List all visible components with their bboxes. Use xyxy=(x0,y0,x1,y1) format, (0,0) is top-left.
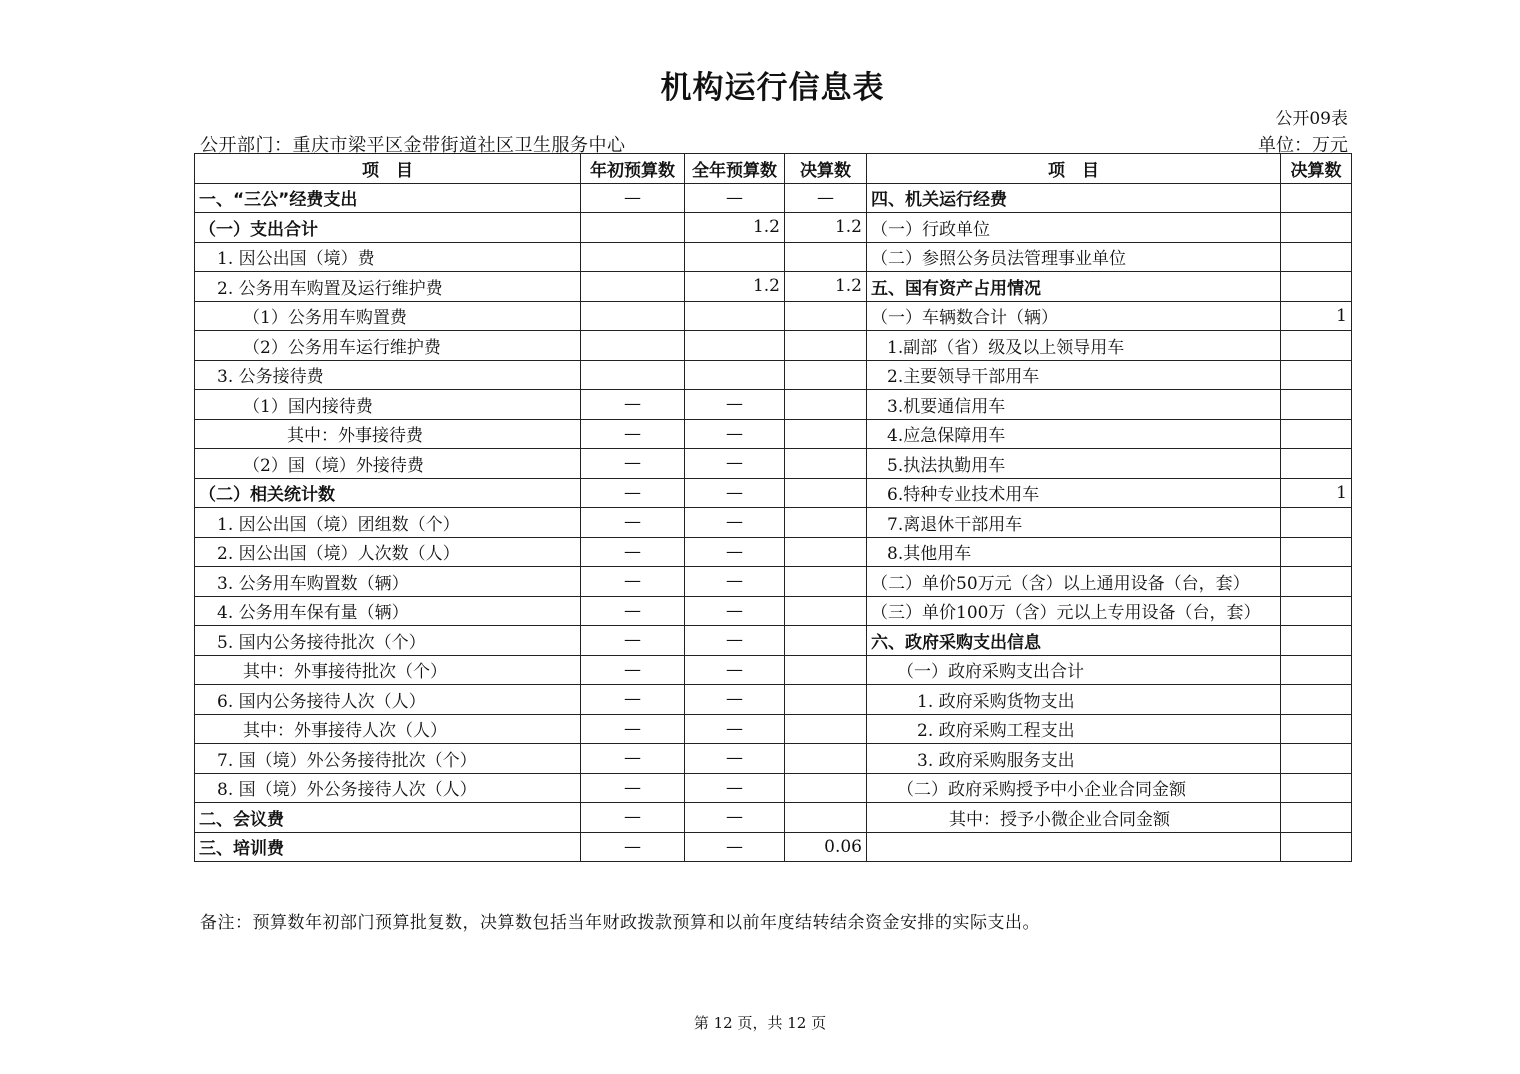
row-full-year-budget: 1.2 xyxy=(685,272,785,302)
row-item-left: （二）相关统计数 xyxy=(195,478,581,508)
row-initial-budget: — xyxy=(581,626,685,656)
row-item-right: 1. 政府采购货物支出 xyxy=(867,685,1281,715)
table-header-row xyxy=(195,154,1352,184)
row-final-right xyxy=(1281,626,1352,656)
row-full-year-budget: — xyxy=(685,449,785,479)
row-item-left: 1. 因公出国（境）费 xyxy=(195,242,581,272)
row-full-year-budget xyxy=(685,360,785,390)
row-full-year-budget xyxy=(685,242,785,272)
table-row xyxy=(195,626,1352,656)
row-initial-budget: — xyxy=(581,478,685,508)
row-item-left: 其中：外事接待费 xyxy=(195,419,581,449)
row-item-right: 8.其他用车 xyxy=(867,537,1281,567)
row-final xyxy=(785,331,867,361)
row-item-right: 五、国有资产占用情况 xyxy=(867,272,1281,302)
table-row xyxy=(195,272,1352,302)
row-full-year-budget: 1.2 xyxy=(685,213,785,243)
header-item-right: 项 目 xyxy=(867,154,1281,184)
row-item-right: 其中：授予小微企业合同金额 xyxy=(867,803,1281,833)
row-item-right: （一）政府采购支出合计 xyxy=(867,655,1281,685)
note: 备注：预算数年初部门预算批复数，决算数包括当年财政拨款预算和以前年度结转结余资金安排的实际支出。 xyxy=(200,913,1040,933)
row-initial-budget xyxy=(581,360,685,390)
table-row xyxy=(195,744,1352,774)
row-item-left: 三、培训费 xyxy=(195,832,581,862)
row-initial-budget xyxy=(581,213,685,243)
row-final-right xyxy=(1281,714,1352,744)
row-final xyxy=(785,301,867,331)
row-full-year-budget: — xyxy=(685,478,785,508)
row-final-right xyxy=(1281,803,1352,833)
row-final-right xyxy=(1281,537,1352,567)
table-row xyxy=(195,242,1352,272)
header-final: 决算数 xyxy=(785,154,867,184)
row-initial-budget: — xyxy=(581,449,685,479)
row-final-right xyxy=(1281,567,1352,597)
row-item-left: 3. 公务用车购置数（辆） xyxy=(195,567,581,597)
row-final-right xyxy=(1281,508,1352,538)
row-item-left: 3. 公务接待费 xyxy=(195,360,581,390)
row-full-year-budget: — xyxy=(685,744,785,774)
row-full-year-budget: — xyxy=(685,773,785,803)
row-item-right: 六、政府采购支出信息 xyxy=(867,626,1281,656)
row-item-right: 2. 政府采购工程支出 xyxy=(867,714,1281,744)
row-item-left: （2）国（境）外接待费 xyxy=(195,449,581,479)
row-initial-budget xyxy=(581,301,685,331)
row-final-right xyxy=(1281,242,1352,272)
row-final: 1.2 xyxy=(785,213,867,243)
info-table xyxy=(194,153,1352,862)
table-row xyxy=(195,567,1352,597)
row-initial-budget: — xyxy=(581,655,685,685)
row-item-left: （1）公务用车购置费 xyxy=(195,301,581,331)
row-item-right: 4.应急保障用车 xyxy=(867,419,1281,449)
row-full-year-budget: — xyxy=(685,685,785,715)
row-final-right xyxy=(1281,832,1352,862)
row-initial-budget xyxy=(581,331,685,361)
table-row xyxy=(195,714,1352,744)
row-item-left: （1）国内接待费 xyxy=(195,390,581,420)
row-item-right xyxy=(867,832,1281,862)
table-row xyxy=(195,773,1352,803)
row-final-right: 1 xyxy=(1281,478,1352,508)
row-item-right: 2.主要领导干部用车 xyxy=(867,360,1281,390)
row-initial-budget: — xyxy=(581,567,685,597)
header-full-year-budget: 全年预算数 xyxy=(685,154,785,184)
row-full-year-budget xyxy=(685,331,785,361)
row-final-right xyxy=(1281,419,1352,449)
table-row xyxy=(195,508,1352,538)
row-full-year-budget: — xyxy=(685,803,785,833)
row-initial-budget: — xyxy=(581,508,685,538)
row-final: 1.2 xyxy=(785,272,867,302)
row-full-year-budget: — xyxy=(685,567,785,597)
table-row xyxy=(195,832,1352,862)
row-final xyxy=(785,478,867,508)
row-final xyxy=(785,773,867,803)
row-item-left: 7. 国（境）外公务接待批次（个） xyxy=(195,744,581,774)
row-full-year-budget: — xyxy=(685,183,785,213)
row-final-right xyxy=(1281,213,1352,243)
row-full-year-budget: — xyxy=(685,419,785,449)
row-full-year-budget: — xyxy=(685,508,785,538)
row-final xyxy=(785,655,867,685)
row-item-left: 2. 因公出国（境）人次数（人） xyxy=(195,537,581,567)
row-final xyxy=(785,390,867,420)
row-item-left: 二、会议费 xyxy=(195,803,581,833)
row-final-right xyxy=(1281,183,1352,213)
row-item-right: （二）政府采购授予中小企业合同金额 xyxy=(867,773,1281,803)
row-item-left: 一、“三公”经费支出 xyxy=(195,183,581,213)
row-initial-budget xyxy=(581,242,685,272)
table-row xyxy=(195,301,1352,331)
row-final xyxy=(785,803,867,833)
row-item-left: （2）公务用车运行维护费 xyxy=(195,331,581,361)
table-row xyxy=(195,360,1352,390)
header-initial-budget: 年初预算数 xyxy=(581,154,685,184)
page-title: 机构运行信息表 xyxy=(660,70,885,106)
row-item-right: 6.特种专业技术用车 xyxy=(867,478,1281,508)
row-item-right: （一）行政单位 xyxy=(867,213,1281,243)
row-item-right: （三）单价100万（含）元以上专用设备（台，套） xyxy=(867,596,1281,626)
row-final xyxy=(785,537,867,567)
row-initial-budget: — xyxy=(581,685,685,715)
row-final-right xyxy=(1281,331,1352,361)
row-full-year-budget: — xyxy=(685,537,785,567)
row-item-left: （一）支出合计 xyxy=(195,213,581,243)
table-row xyxy=(195,655,1352,685)
row-full-year-budget: — xyxy=(685,390,785,420)
row-final xyxy=(785,714,867,744)
row-final-right xyxy=(1281,744,1352,774)
row-full-year-budget: — xyxy=(685,714,785,744)
row-item-left: 4. 公务用车保有量（辆） xyxy=(195,596,581,626)
header-final-right: 决算数 xyxy=(1281,154,1352,184)
table-row xyxy=(195,803,1352,833)
table-row xyxy=(195,685,1352,715)
row-item-left: 2. 公务用车购置及运行维护费 xyxy=(195,272,581,302)
unit-label: 单位：万元 xyxy=(1258,135,1348,156)
row-item-left: 8. 国（境）外公务接待人次（人） xyxy=(195,773,581,803)
row-full-year-budget xyxy=(685,301,785,331)
row-initial-budget: — xyxy=(581,537,685,567)
row-item-right: 3. 政府采购服务支出 xyxy=(867,744,1281,774)
row-full-year-budget: — xyxy=(685,655,785,685)
row-final-right xyxy=(1281,596,1352,626)
table-row xyxy=(195,390,1352,420)
row-full-year-budget: — xyxy=(685,626,785,656)
row-final-right xyxy=(1281,449,1352,479)
row-initial-budget: — xyxy=(581,596,685,626)
row-item-left: 其中：外事接待人次（人） xyxy=(195,714,581,744)
row-final xyxy=(785,596,867,626)
row-final xyxy=(785,242,867,272)
row-final xyxy=(785,685,867,715)
table-row xyxy=(195,183,1352,213)
row-item-right: 7.离退休干部用车 xyxy=(867,508,1281,538)
row-initial-budget xyxy=(581,272,685,302)
row-final xyxy=(785,744,867,774)
row-final xyxy=(785,360,867,390)
row-item-right: 1.副部（省）级及以上领导用车 xyxy=(867,331,1281,361)
row-item-left: 其中：外事接待批次（个） xyxy=(195,655,581,685)
row-item-left: 6. 国内公务接待人次（人） xyxy=(195,685,581,715)
row-final xyxy=(785,449,867,479)
row-initial-budget: — xyxy=(581,714,685,744)
table-row xyxy=(195,449,1352,479)
row-final-right xyxy=(1281,360,1352,390)
row-initial-budget: — xyxy=(581,803,685,833)
page-footer: 第 12 页，共 12 页 xyxy=(693,1014,827,1032)
row-initial-budget: — xyxy=(581,744,685,774)
table-row xyxy=(195,331,1352,361)
row-final xyxy=(785,419,867,449)
table-row xyxy=(195,478,1352,508)
table-row xyxy=(195,537,1352,567)
row-full-year-budget: — xyxy=(685,832,785,862)
row-final xyxy=(785,508,867,538)
row-initial-budget: — xyxy=(581,390,685,420)
row-final xyxy=(785,626,867,656)
row-final-right xyxy=(1281,655,1352,685)
table-row xyxy=(195,596,1352,626)
table-row xyxy=(195,419,1352,449)
row-item-right: 四、机关运行经费 xyxy=(867,183,1281,213)
table-row xyxy=(195,213,1352,243)
row-final: — xyxy=(785,183,867,213)
row-item-right: （二）单价50万元（含）以上通用设备（台，套） xyxy=(867,567,1281,597)
row-final xyxy=(785,567,867,597)
row-full-year-budget: — xyxy=(685,596,785,626)
row-item-left: 5. 国内公务接待批次（个） xyxy=(195,626,581,656)
row-item-right: （二）参照公务员法管理事业单位 xyxy=(867,242,1281,272)
row-initial-budget: — xyxy=(581,773,685,803)
row-item-right: 3.机要通信用车 xyxy=(867,390,1281,420)
row-final-right: 1 xyxy=(1281,301,1352,331)
row-initial-budget: — xyxy=(581,183,685,213)
row-item-left: 1. 因公出国（境）团组数（个） xyxy=(195,508,581,538)
row-final-right xyxy=(1281,773,1352,803)
row-final-right xyxy=(1281,685,1352,715)
header-item: 项 目 xyxy=(195,154,581,184)
row-item-right: （一）车辆数合计（辆） xyxy=(867,301,1281,331)
form-number: 公开09表 xyxy=(1275,109,1348,129)
row-final-right xyxy=(1281,272,1352,302)
department-label: 公开部门：重庆市梁平区金带街道社区卫生服务中心 xyxy=(200,135,626,156)
row-initial-budget: — xyxy=(581,419,685,449)
row-initial-budget: — xyxy=(581,832,685,862)
row-final: 0.06 xyxy=(785,832,867,862)
row-final-right xyxy=(1281,390,1352,420)
row-item-right: 5.执法执勤用车 xyxy=(867,449,1281,479)
